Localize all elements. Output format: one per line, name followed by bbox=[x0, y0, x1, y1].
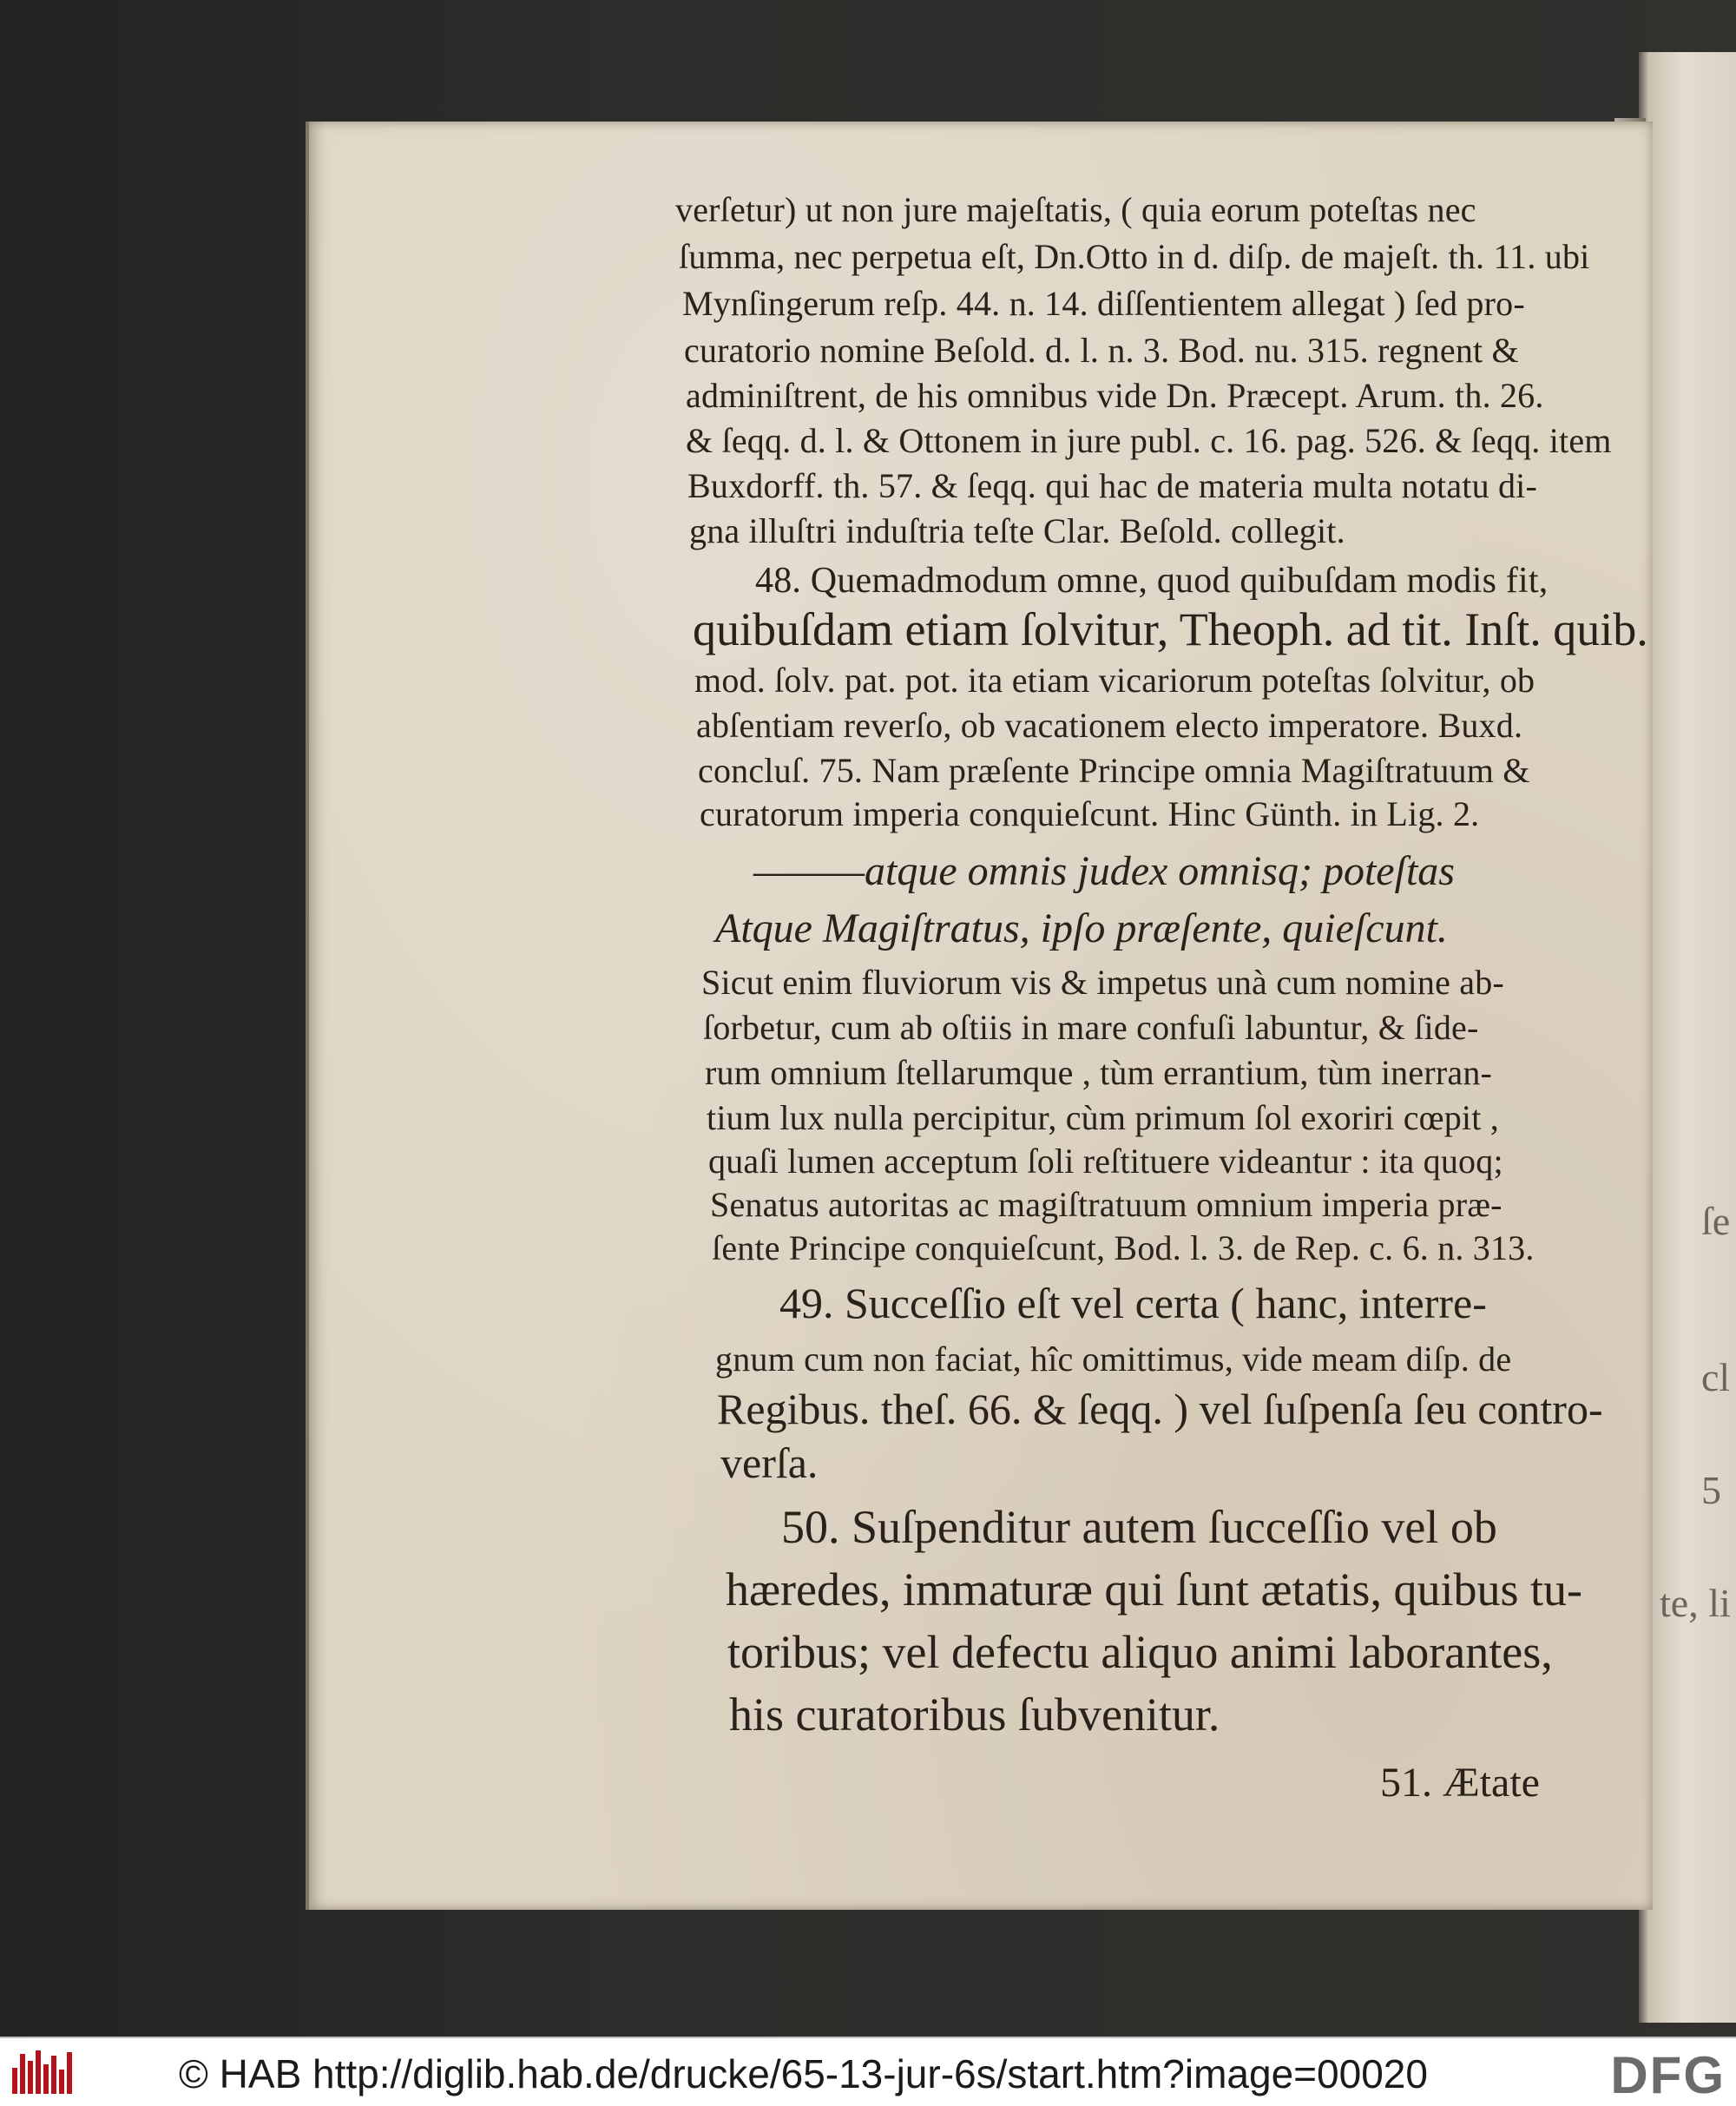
next-page-fragment: 5 bbox=[1701, 1468, 1721, 1512]
text-line: quaſi lumen acceptum ſoli reſtituere videantur : ita quoq; bbox=[708, 1142, 1503, 1181]
next-page-fragment: te, li bbox=[1660, 1581, 1731, 1625]
paragraph-49-start: 49. Succeſſio eſt vel certa ( hanc, interre- bbox=[779, 1279, 1487, 1327]
text-line: Senatus autoritas ac magiſtratuum omnium imperia præ- bbox=[710, 1185, 1503, 1224]
next-page-fragment: ſe bbox=[1701, 1199, 1731, 1243]
text-line: ſumma, nec perpetua eſt, Dn.Otto in d. diſp. de majeſt. th. 11. ubi bbox=[679, 237, 1590, 276]
text-line: gna illuſtri induſtria teſte Clar. Beſold. collegit. bbox=[689, 511, 1345, 550]
text-line: ſorbetur, cum ab oſtiis in mare confuſi labuntur, & ſide- bbox=[703, 1008, 1479, 1047]
text-line: verſetur) ut non jure majeſtatis, ( quia eorum poteſtas nec bbox=[675, 190, 1476, 229]
text-line: curatorio nomine Beſold. d. l. n. 3. Bod. nu. 315. regnent & bbox=[684, 331, 1519, 370]
text-line: ſente Principe conquieſcunt, Bod. l. 3. de Rep. c. 6. n. 313. bbox=[712, 1228, 1535, 1267]
paragraph-50-start: 50. Suſpenditur autem ſucceſſio vel ob bbox=[781, 1501, 1497, 1553]
text-line: verſa. bbox=[720, 1438, 819, 1487]
text-line: rum omnium ſtellarumque , tùm errantium, tùm inerran- bbox=[705, 1053, 1493, 1092]
text-line: hæredes, immaturæ qui ſunt ætatis, quibus tu- bbox=[726, 1563, 1582, 1616]
verse-line: Atque Magiſtratus, ipſo præſente, quieſcunt. bbox=[715, 905, 1448, 951]
text-line: & ſeqq. d. l. & Ottonem in jure publ. c. 16. pag. 526. & ſeqq. item bbox=[686, 421, 1612, 460]
text-line: concluſ. 75. Nam præſente Principe omnia Magiſtratuum & bbox=[698, 751, 1530, 790]
text-line: curatorum imperia conquieſcunt. Hinc Günth. in Lig. 2. bbox=[700, 794, 1480, 833]
next-page-strip bbox=[1639, 52, 1736, 2023]
text-line: Sicut enim fluviorum vis & impetus unà cum nomine ab- bbox=[701, 963, 1504, 1002]
footer-citation-link[interactable]: © HAB http://diglib.hab.de/drucke/65-13-jur-6s/start.htm?image=00020 bbox=[179, 2051, 1428, 2096]
text-line: mod. ſolv. pat. pot. ita etiam vicariorum poteſtas ſolvitur, ob bbox=[694, 661, 1535, 700]
text-line: abſentiam reverſo, ob vacationem electo imperatore. Buxd. bbox=[696, 706, 1523, 745]
paragraph-48-start: 48. Quemadmodum omne, quod quibuſdam modis fit, bbox=[755, 561, 1549, 601]
text-line: Mynſingerum reſp. 44. n. 14. diſſentientem allegat ) ſed pro- bbox=[682, 284, 1525, 323]
text-line: tium lux nulla percipitur, cùm primum ſol exoriri cœpit , bbox=[707, 1098, 1499, 1137]
text-line: toribus; vel defectu aliquo animi laborantes, bbox=[727, 1626, 1553, 1678]
text-line: Buxdorff. th. 57. & ſeqq. qui hac de materia multa notatu di- bbox=[687, 466, 1538, 505]
text-line: adminiſtrent, de his omnibus vide Dn. Præcept. Arum. th. 26. bbox=[686, 376, 1544, 415]
dfg-logo: DFG bbox=[1610, 2046, 1726, 2104]
text-line: his curatoribus ſubvenitur. bbox=[729, 1688, 1220, 1741]
next-page-fragment: cl bbox=[1701, 1355, 1731, 1399]
text-line: quibuſdam etiam ſolvitur, Theoph. ad tit. Inſt. quib. bbox=[693, 603, 1648, 655]
footer-bar bbox=[0, 2037, 1736, 2106]
text-line: Regibus. theſ. 66. & ſeqq. ) vel ſuſpenſa ſeu contro- bbox=[717, 1385, 1603, 1433]
catchword: 51. Ætate bbox=[1380, 1760, 1540, 1806]
text-line: gnum cum non faciat, hîc omittimus, vide meam diſp. de bbox=[715, 1339, 1512, 1379]
verse-line: ———atque omnis judex omnisq; poteſtas bbox=[753, 848, 1455, 894]
hab-logo-icon bbox=[12, 2050, 75, 2094]
